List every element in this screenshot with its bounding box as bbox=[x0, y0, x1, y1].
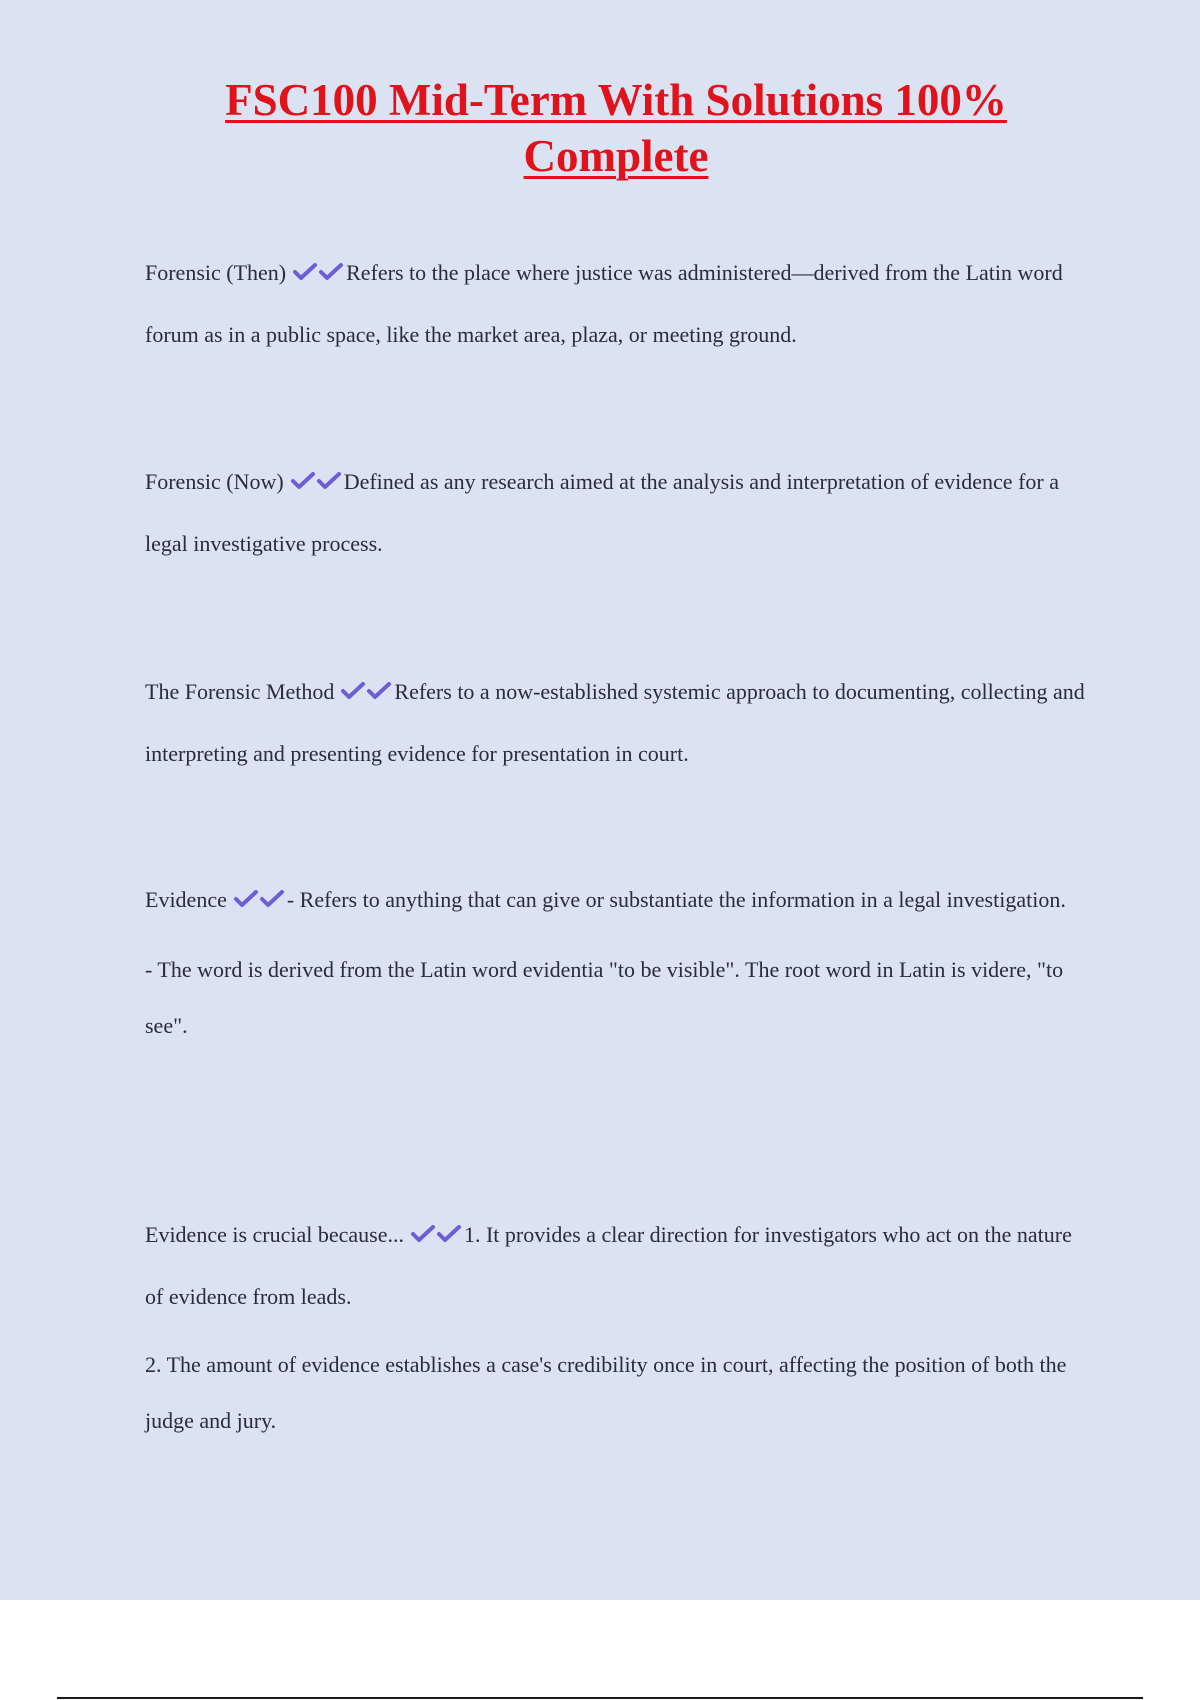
document-title bbox=[0, 72, 1200, 184]
entry-term: Forensic (Then) bbox=[145, 260, 287, 285]
double-check-icon bbox=[410, 1207, 462, 1267]
double-check-icon bbox=[233, 872, 285, 932]
entry-term: Evidence is crucial because... bbox=[145, 1222, 404, 1247]
entry-paragraph bbox=[145, 243, 1085, 365]
double-check-icon bbox=[292, 245, 344, 305]
entry-paragraph bbox=[145, 662, 1085, 784]
title-line-2: Complete bbox=[523, 131, 709, 181]
entry-extra-paragraph: 2. The amount of evidence establishes a case's credibility once in court, affecting the position of both the judge and jury. bbox=[145, 1352, 1067, 1433]
entry-term: Evidence bbox=[145, 887, 227, 912]
entry-extra-paragraph: - The word is derived from the Latin word evidentia "to be visible". The root word in Latin is videre, "to see". bbox=[145, 957, 1064, 1038]
double-check-icon bbox=[290, 454, 342, 514]
entry-forensic-then bbox=[145, 243, 1085, 365]
entry-forensic-now bbox=[145, 452, 1085, 574]
entry-paragraph bbox=[145, 1205, 1085, 1327]
entry-evidence bbox=[145, 870, 1085, 1054]
footer-divider bbox=[57, 1697, 1143, 1699]
title-line-1: FSC100 Mid-Term With Solutions 100% bbox=[225, 75, 1007, 125]
entry-paragraph bbox=[145, 870, 1085, 932]
entry-term: Forensic (Now) bbox=[145, 469, 284, 494]
double-check-icon bbox=[340, 664, 392, 724]
entry-term: The Forensic Method bbox=[145, 679, 335, 704]
entry-definition: 1. It provides a clear direction for investigators who act on the nature of evidence from leads. bbox=[145, 1222, 1072, 1309]
entry-evidence-crucial bbox=[145, 1205, 1085, 1449]
entry-definition: - Refers to anything that can give or substantiate the information in a legal investigation. bbox=[286, 887, 1066, 912]
entry-forensic-method bbox=[145, 662, 1085, 784]
entry-paragraph bbox=[145, 452, 1085, 574]
entry-definition: Defined as any research aimed at the analysis and interpretation of evidence for a legal investigative process. bbox=[145, 469, 1059, 556]
entry-definition: Refers to a now-established systemic approach to documenting, collecting and interpreting and presenting evidence for presentation in court. bbox=[145, 679, 1085, 766]
entry-definition: Refers to the place where justice was administered—derived from the Latin word forum as in a public space, like the market area, plaza, or meeting ground. bbox=[145, 260, 1063, 347]
